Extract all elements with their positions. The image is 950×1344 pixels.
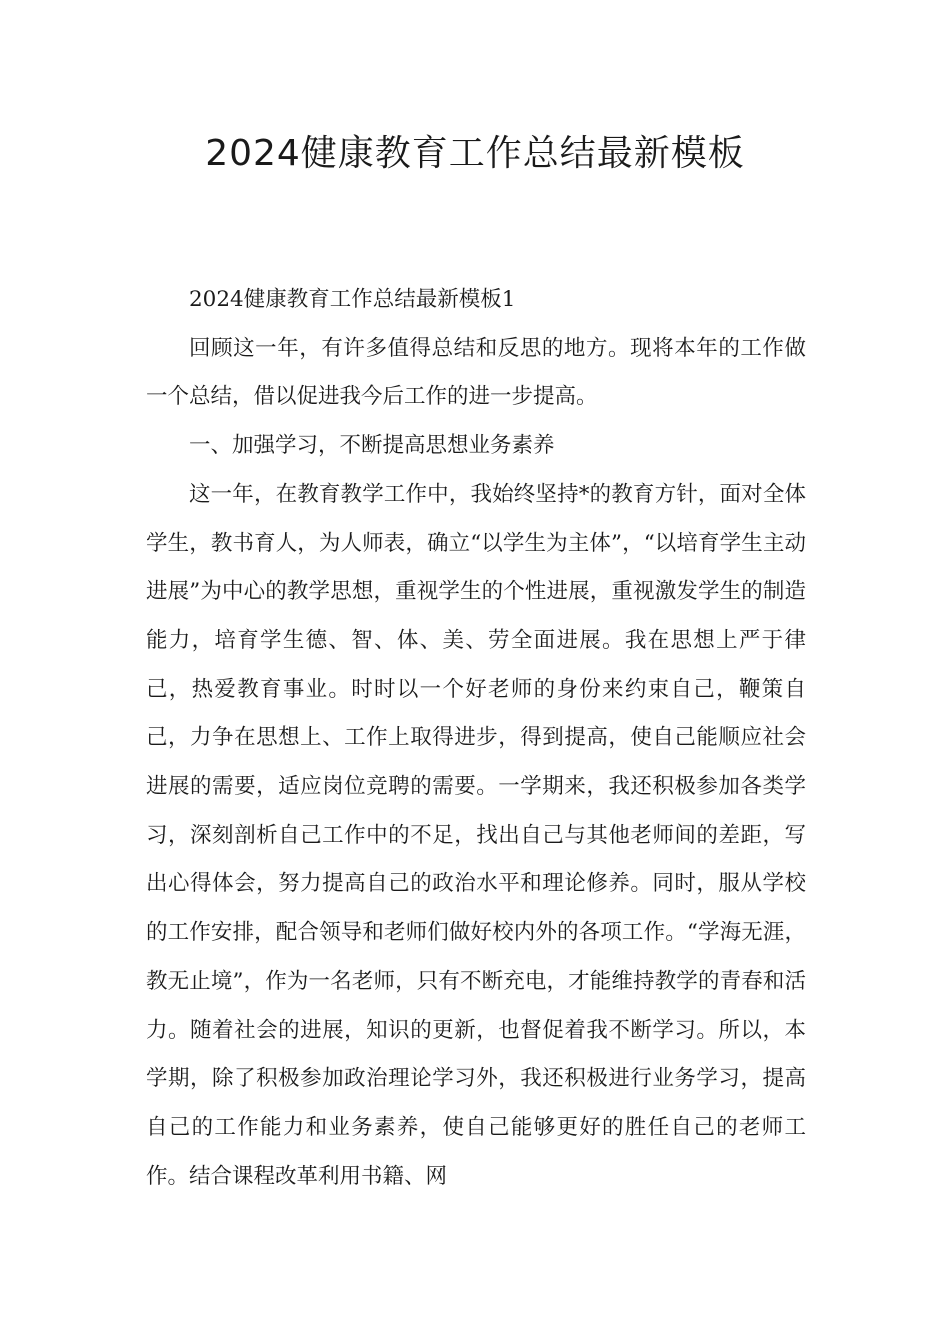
document-body	[146, 276, 806, 1201]
section-heading: 一、加强学习，不断提高思想业务素养	[189, 433, 555, 459]
paragraph: 这一年，在教育教学工作中，我始终坚持*的教育方针，面对全体学生，教书育人，为人师表，确立“以学生为主体”，“以培育学生主动进展”为中心的教学思想，重视学生的个性进展，重视激发学生的制造能力，培育学生德、智、体、美、劳全面进展。我在思想上严于律己，热爱教育事业。时时以一个好老师的身份来约束自己，鞭策自己，力争在思想上、工作上取得进步，得到提高，使自己能顺应社会进展的需要，适应岗位竞聘的需要。一学期来，我还积极参加各类学习，深刻剖析自己工作中的不足，找出自己与其他老师间的差距，写出心得体会，努力提高自己的政治水平和理论修养。同时，服从学校的工作安排，配合领导和老师们做好校内外的各项工作。“学海无涯，教无止境”，作为一名老师，只有不断充电，才能维持教学的青春和活力。随着社会的进展，知识的更新，也督促着我不断学习。所以，本学期，除了积极参加政治理论学习外，我还积极进行业务学习，提高自己的工作能力和业务素养，使自己能够更好的胜任自己的老师工作。结合课程改革利用书籍、网	[146, 481, 806, 1189]
section-heading: 2024健康教育工作总结最新模板1	[189, 287, 516, 312]
paragraph: 回顾这一年，有许多值得总结和反思的地方。现将本年的工作做一个总结，借以促进我今后工作的进一步提高。	[146, 335, 806, 410]
document-title: 2024健康教育工作总结最新模板	[205, 133, 745, 174]
